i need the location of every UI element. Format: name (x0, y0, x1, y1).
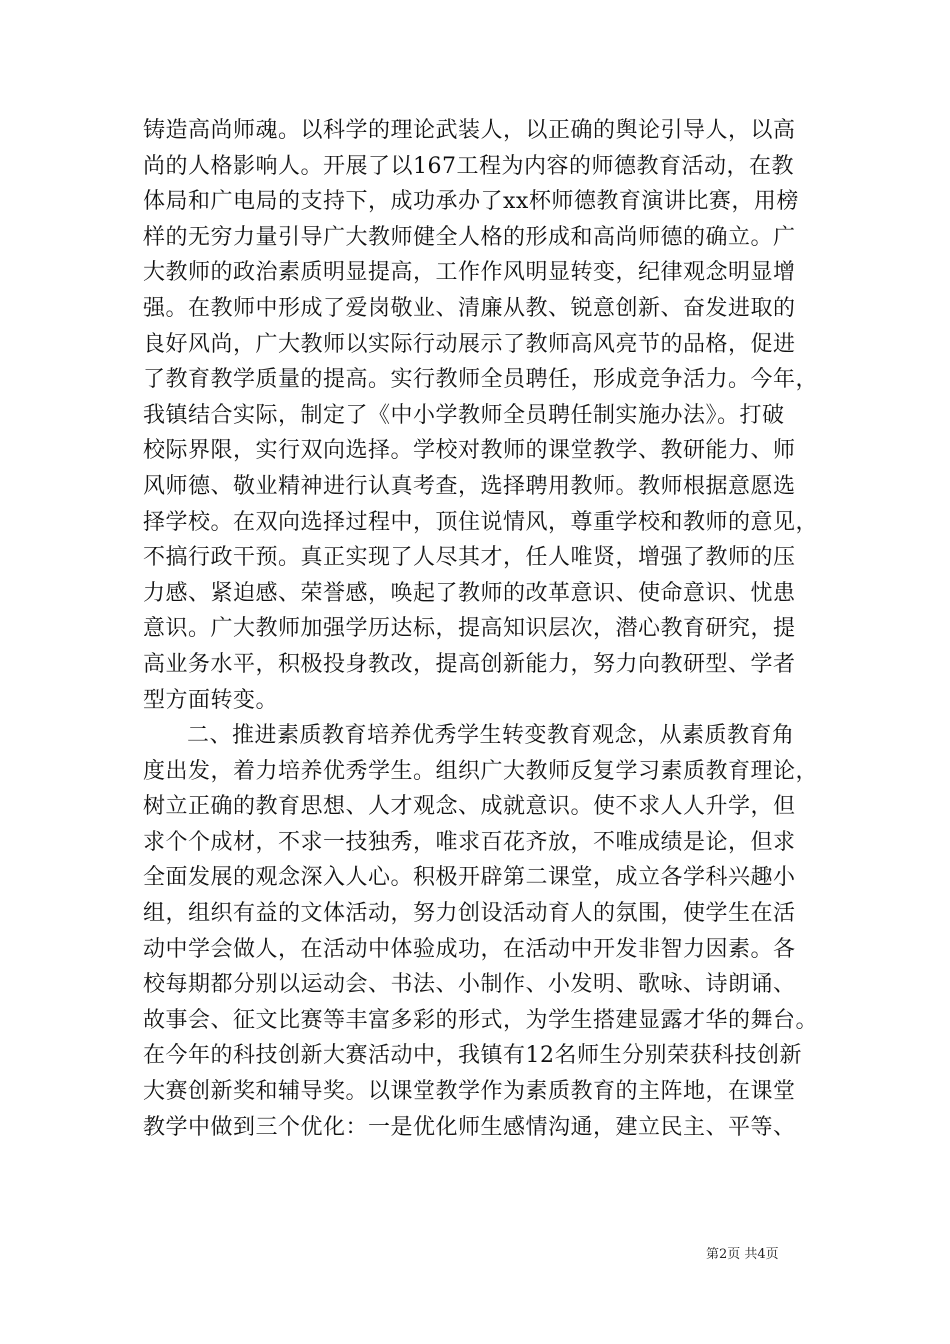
text-line: 大赛创新奖和辅导奖。以课堂教学作为素质教育的主阵地，在课堂 (143, 1079, 796, 1105)
text-line: 教学中做到三个优化：一是优化师生感情沟通，建立民主、平等、 (143, 1114, 796, 1140)
text-line: 度出发，着力培养优秀学生。组织广大教师反复学习素质教育理论， (143, 758, 819, 784)
text-line: 力感、紧迫感、荣誉感，唤起了教师的改革意识、使命意识、忧患 (143, 580, 796, 606)
text-line: 铸造高尚师魂。以科学的理论武装人，以正确的舆论引导人，以高 (143, 118, 796, 143)
text-line: 在今年的科技创新大赛活动中，我镇有12名师生分别荣获科技创新 (143, 1043, 802, 1069)
text-line: 了教育教学质量的提高。实行教师全员聘任，形成竞争活力。今年， (143, 367, 819, 393)
body-text (143, 113, 823, 1145)
text-line: 校每期都分别以运动会、书法、小制作、小发明、歌咏、诗朗诵、 (143, 972, 796, 998)
text-line: 动中学会做人，在活动中体验成功，在活动中开发非智力因素。各 (143, 936, 796, 962)
text-line: 组，组织有益的文体活动，努力创设活动育人的氛围，使学生在活 (143, 901, 796, 927)
text-line: 全面发展的观念深入人心。积极开辟第二课堂，成立各学科兴趣小 (143, 865, 796, 891)
text-line: 强。在教师中形成了爱岗敬业、清廉从教、锐意创新、奋发进取的 (143, 295, 796, 321)
section-heading-line: 二、推进素质教育培养优秀学生转变教育观念，从素质教育角 (187, 723, 795, 749)
text-line: 校际界限，实行双向选择。学校对教师的课堂教学、教研能力、师 (143, 438, 796, 464)
text-line: 树立正确的教育思想、人才观念、成就意识。使不求人人升学，但 (143, 794, 796, 820)
text-line: 尚的人格影响人。开展了以167工程为内容的师德教育活动，在教 (143, 153, 794, 179)
text-line: 我镇结合实际，制定了《中小学教师全员聘任制实施办法》。打破 (143, 402, 785, 428)
page-number: 第2页 共4页 (706, 1247, 779, 1262)
text-line: 择学校。在双向选择过程中，顶住说情风，尊重学校和教师的意见， (143, 509, 819, 535)
text-line: 风师德、敬业精神进行认真考查，选择聘用教师。教师根据意愿选 (143, 473, 796, 499)
text-line: 不搞行政干预。真正实现了人尽其才，任人唯贤，增强了教师的压 (143, 545, 796, 571)
text-line: 体局和广电局的支持下，成功承办了xx杯师德教育演讲比赛，用榜 (143, 189, 799, 215)
text-line: 意识。广大教师加强学历达标，提高知识层次，潜心教育研究，提 (143, 616, 796, 642)
text-line: 型方面转变。 (143, 687, 279, 713)
text-line: 高业务水平，积极投身教改，提高创新能力，努力向教研型、学者 (143, 651, 796, 677)
text-line: 良好风尚，广大教师以实际行动展示了教师高风亮节的品格，促进 (143, 331, 796, 357)
text-line: 样的无穷力量引导广大教师健全人格的形成和高尚师德的确立。广 (143, 224, 796, 250)
text-line: 大教师的政治素质明显提高，工作作风明显转变，纪律观念明显增 (143, 260, 796, 286)
text-line: 求个个成材，不求一技独秀，唯求百花齐放，不唯成绩是论，但求 (143, 829, 796, 855)
text-line: 故事会、征文比赛等丰富多彩的形式，为学生搭建显露才华的舞台。 (143, 1007, 819, 1033)
